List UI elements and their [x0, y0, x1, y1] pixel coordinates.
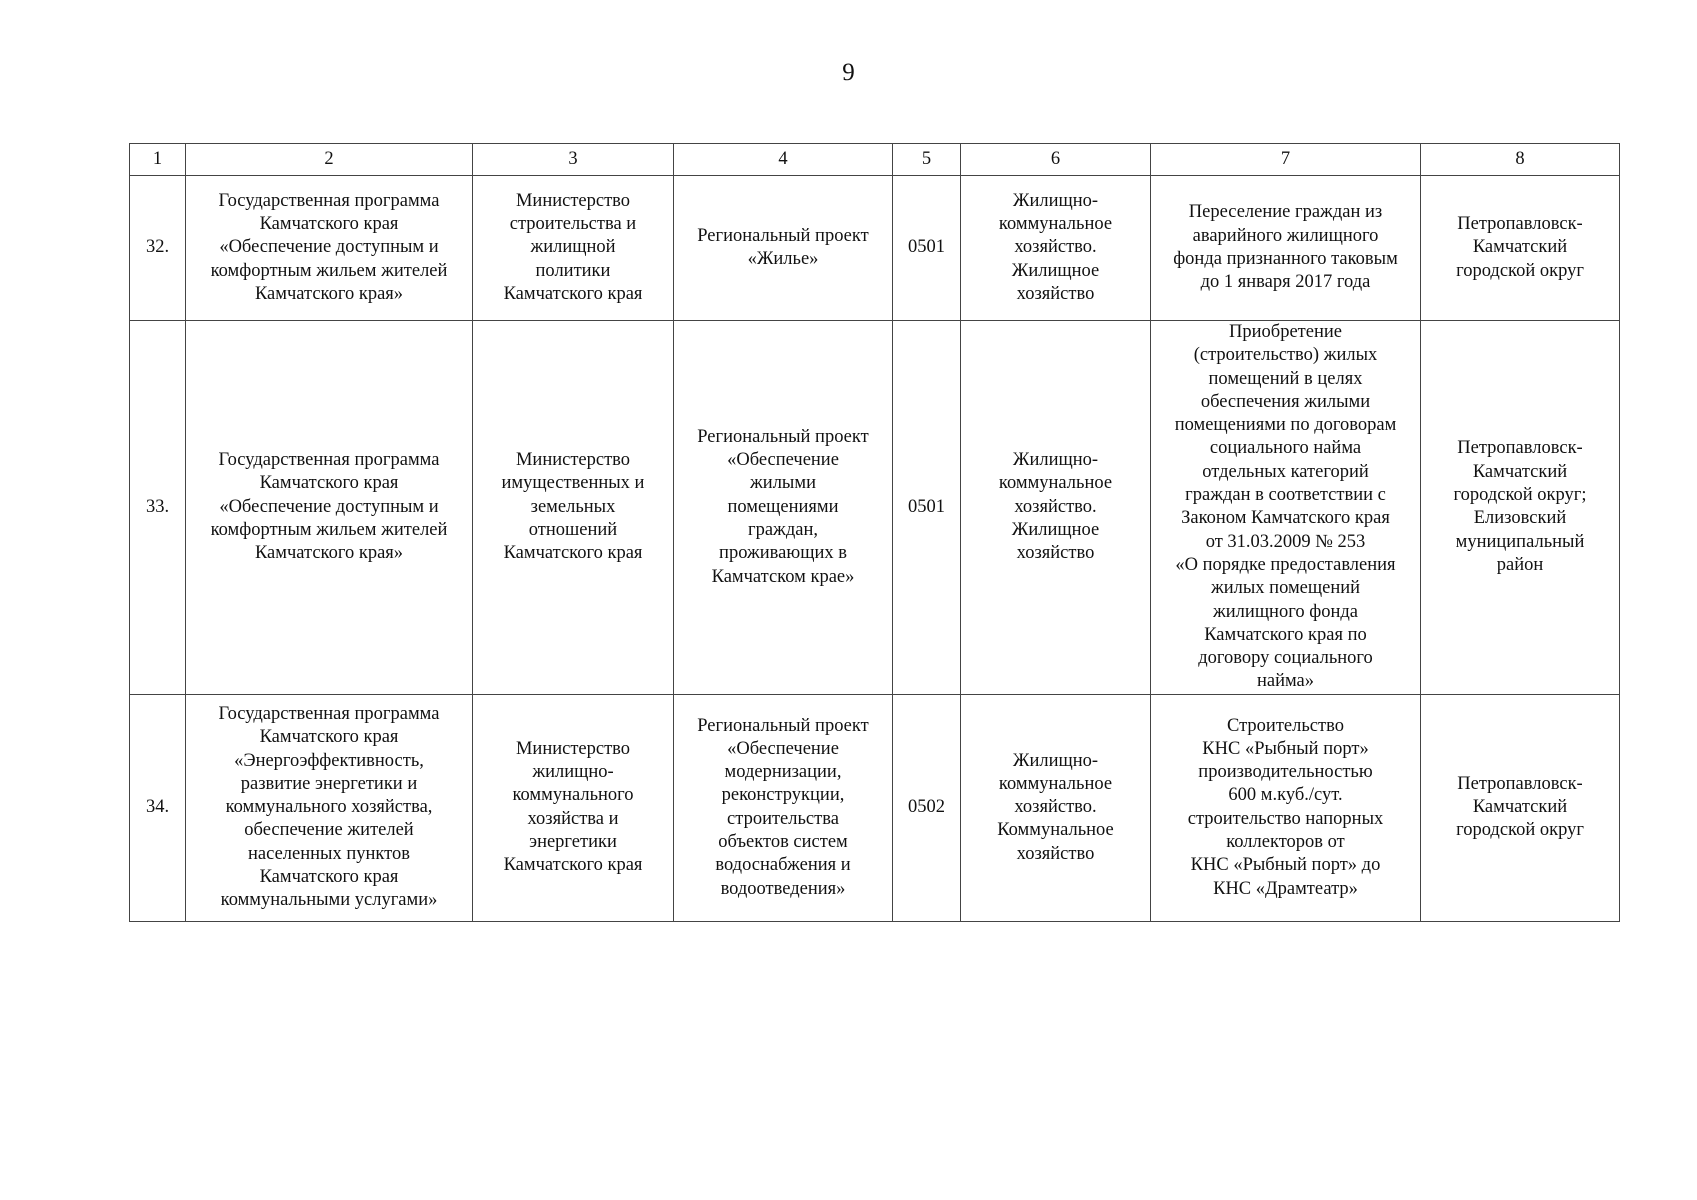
- column-sector-header: 6: [961, 144, 1151, 176]
- table-row: [130, 694, 1620, 921]
- project-cell: Региональный проект «Обеспечение модернизации, реконструкции, строительства объектов систем водоснабжения и водоотведения»: [674, 694, 893, 921]
- description-cell: Строительство КНС «Рыбный порт» производительностью 600 м.куб./сут. строительство напорных коллекторов от КНС «Рыбный порт» до КНС «Драмтеатр»: [1151, 694, 1421, 921]
- code-cell: 0502: [893, 694, 961, 921]
- program-cell: Государственная программа Камчатского края «Обеспечение доступным и комфортным жильем жителей Камчатского края»: [186, 321, 473, 695]
- ministry-cell: Министерство строительства и жилищной политики Камчатского края: [473, 176, 674, 321]
- description-cell: Переселение граждан из аварийного жилищного фонда признанного таковым до 1 января 2017 года: [1151, 176, 1421, 321]
- column-program-header: 2: [186, 144, 473, 176]
- programs-table: [129, 143, 1620, 922]
- page-number: 9: [842, 59, 855, 86]
- table-header-row: [130, 144, 1620, 176]
- code-cell: 0501: [893, 321, 961, 695]
- row-number: 33.: [130, 321, 186, 695]
- territory-cell: Петропавловск- Камчатский городской округ: [1421, 694, 1620, 921]
- ministry-cell: Министерство жилищно- коммунального хозяйства и энергетики Камчатского края: [473, 694, 674, 921]
- territory-cell: Петропавловск- Камчатский городской округ; Елизовский муниципальный район: [1421, 321, 1620, 695]
- sector-cell: Жилищно- коммунальное хозяйство. Жилищное хозяйство: [961, 321, 1151, 695]
- table-row: [130, 321, 1620, 695]
- row-number: 32.: [130, 176, 186, 321]
- description-cell: Приобретение (строительство) жилых помещений в целях обеспечения жилыми помещениями по договорам социального найма отдельных категорий граждан в соответствии с Законом Камчатского края от 31.03.2009 № 253 «О порядке предоставления жилых помещений жилищного фонда Камчатского края по договору социального найма»: [1151, 321, 1421, 695]
- column-number-header: 1: [130, 144, 186, 176]
- ministry-cell: Министерство имущественных и земельных отношений Камчатского края: [473, 321, 674, 695]
- sector-cell: Жилищно- коммунальное хозяйство. Коммунальное хозяйство: [961, 694, 1151, 921]
- column-description-header: 7: [1151, 144, 1421, 176]
- territory-cell: Петропавловск- Камчатский городской округ: [1421, 176, 1620, 321]
- program-cell: Государственная программа Камчатского края «Обеспечение доступным и комфортным жильем жителей Камчатского края»: [186, 176, 473, 321]
- project-cell: Региональный проект «Обеспечение жилыми помещениями граждан, проживающих в Камчатском крае»: [674, 321, 893, 695]
- code-cell: 0501: [893, 176, 961, 321]
- sector-cell: Жилищно- коммунальное хозяйство. Жилищное хозяйство: [961, 176, 1151, 321]
- row-number: 34.: [130, 694, 186, 921]
- table-row: [130, 176, 1620, 321]
- column-project-header: 4: [674, 144, 893, 176]
- column-ministry-header: 3: [473, 144, 674, 176]
- program-cell: Государственная программа Камчатского края «Энергоэффективность, развитие энергетики и коммунального хозяйства, обеспечение жителей населенных пунктов Камчатского края коммунальными услугами»: [186, 694, 473, 921]
- column-territory-header: 8: [1421, 144, 1620, 176]
- column-code-header: 5: [893, 144, 961, 176]
- project-cell: Региональный проект «Жилье»: [674, 176, 893, 321]
